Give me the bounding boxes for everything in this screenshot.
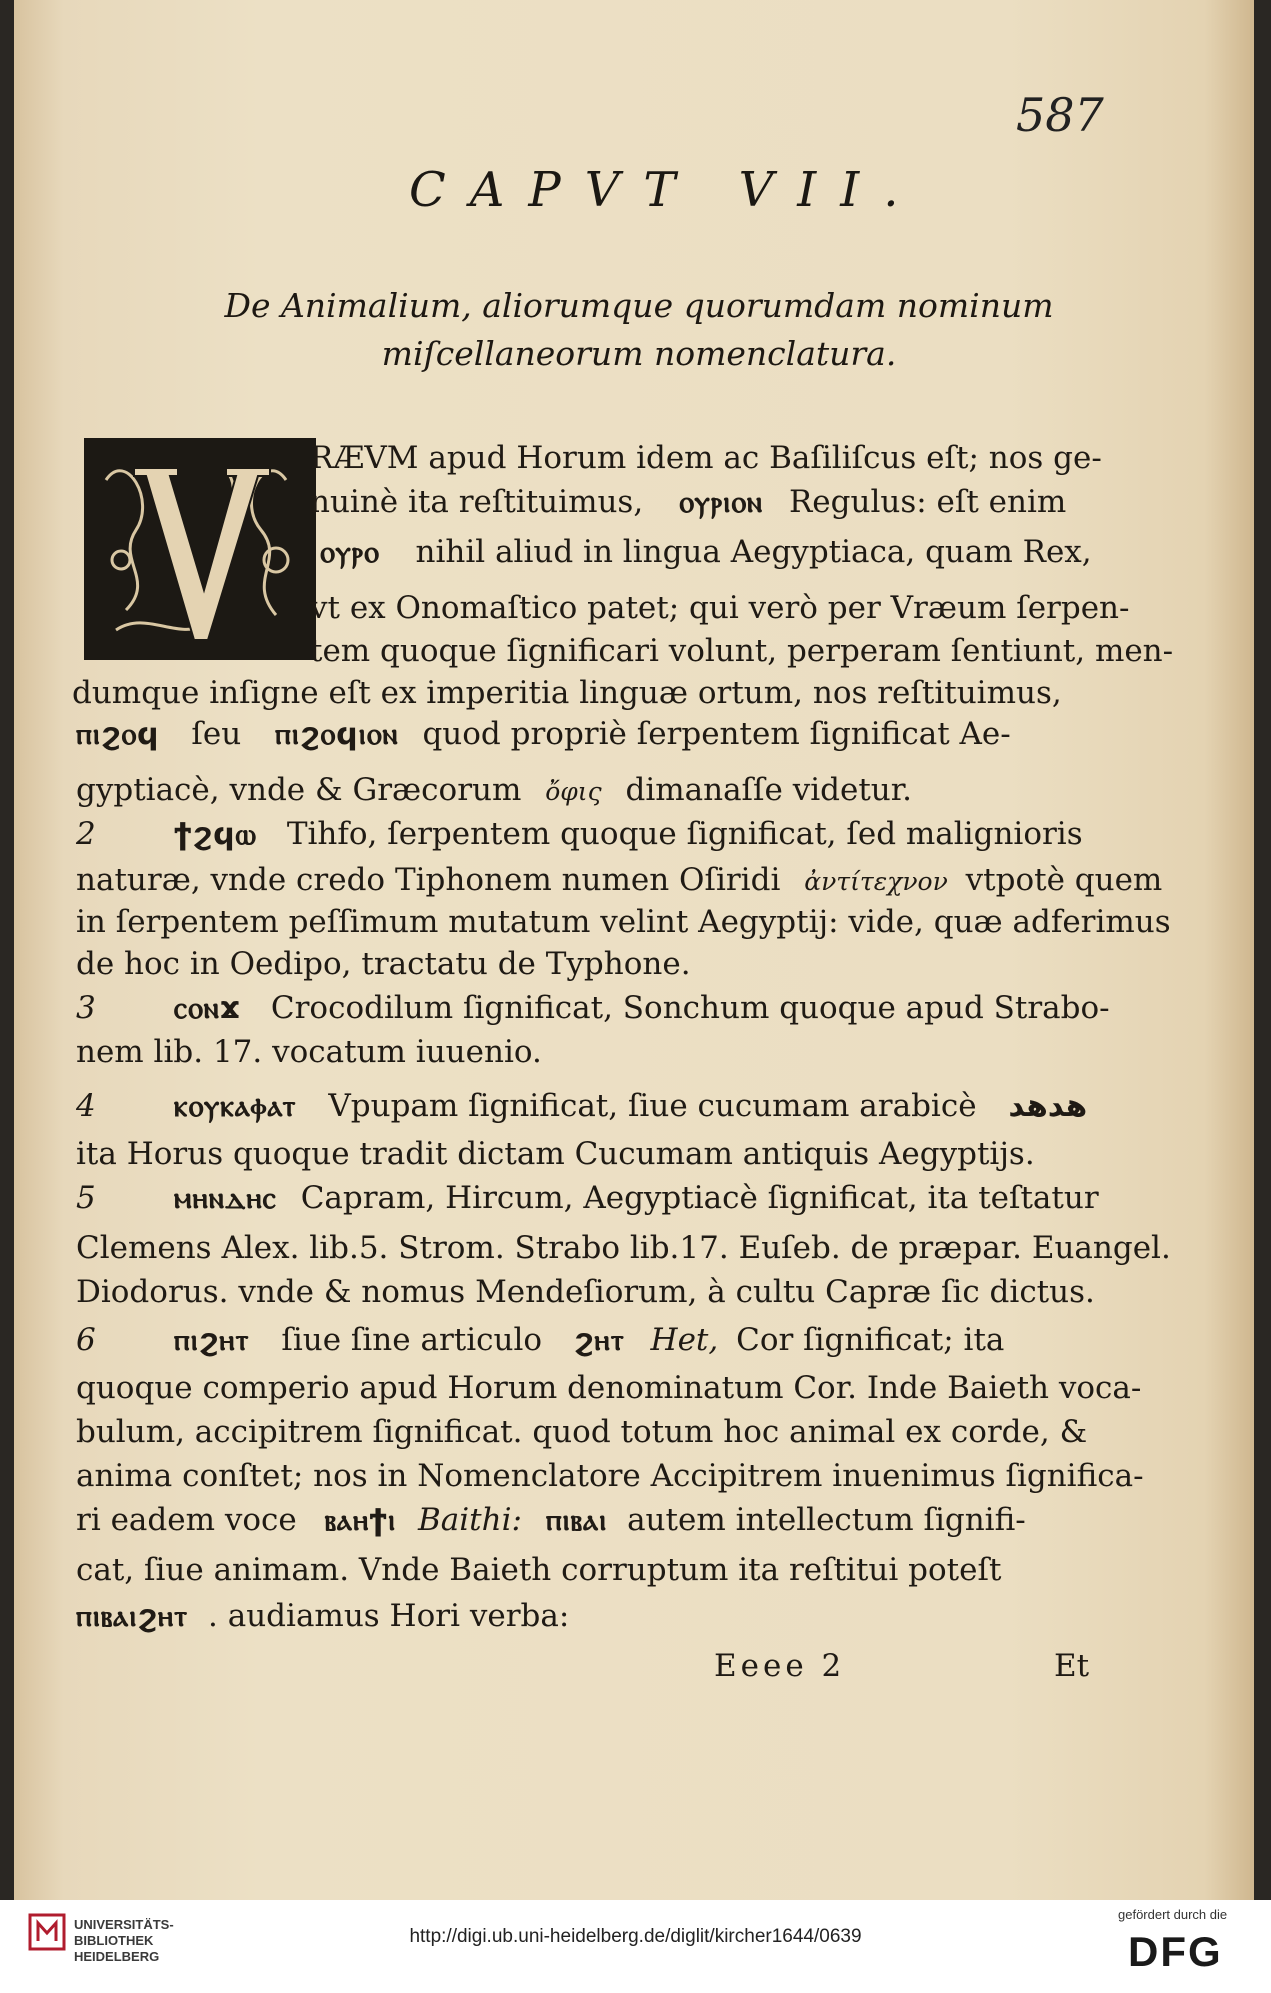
paragraph-number: 6	[76, 1322, 96, 1358]
text-line-16: ita Horus quoque tradit dictam Cucumam antiquis Aegyptijs.	[76, 1136, 1035, 1172]
text-line-25: cat, ſiue animam. Vnde Baieth corruptum ita reſtitui poteſt	[76, 1552, 1002, 1588]
library-name-line: BIBLIOTHEK	[74, 1933, 154, 1948]
text-span: Cor ſignificat; ita	[736, 1322, 1005, 1358]
text-span: ri eadem voce	[76, 1502, 297, 1538]
text-line-22: bulum, accipitrem ſignificat. quod totum hoc animal ex corde, &	[76, 1414, 1088, 1450]
chapter-subtitle	[174, 282, 1104, 378]
dfg-logo[interactable]: DFG	[1128, 1928, 1223, 1975]
text-line-7	[76, 716, 1011, 752]
text-line-15	[76, 1088, 1087, 1124]
coptic-word: ⲥⲟⲛϫ	[173, 991, 242, 1026]
coptic-word: ⲡⲓϩⲟϥⲓⲟⲛ	[275, 717, 399, 752]
coptic-word: ⲕⲟⲩⲕⲁⲫⲁⲧ	[173, 1089, 297, 1124]
text-span: quod propriè ſerpentem ſignificat Ae-	[422, 716, 1011, 752]
decorated-initial-v-icon	[84, 438, 316, 660]
coptic-word: ⲡⲓⲃⲁⲓ	[545, 1503, 608, 1538]
funding-note: gefördert durch die	[1118, 1907, 1228, 1922]
text-line-17	[76, 1180, 1099, 1216]
coptic-word: ⲡⲓϩⲏⲧ	[173, 1323, 250, 1358]
coptic-word: ⲃⲁⲏϯⲓ	[324, 1503, 397, 1538]
permalink-url[interactable]: http://digi.ub.uni-heidelberg.de/diglit/kircher1644/0639	[409, 1926, 862, 1947]
text-line-18: Clemens Alex. lib.5. Strom. Strabo lib.17. Euſeb. de præpar. Euangel.	[76, 1230, 1171, 1266]
text-span: vtpotè quem	[965, 862, 1163, 898]
text-span: Tihfo, ſerpentem quoque ſignificat, ſed malignioris	[286, 816, 1083, 852]
text-line-9	[76, 816, 1083, 852]
paragraph-number: 5	[76, 1180, 96, 1216]
greek-word: ἀντίτεχνον	[804, 867, 948, 896]
paragraph-number: 2	[76, 816, 96, 852]
text-line-2	[310, 484, 1066, 520]
chapter-heading: CAPVT VII.	[409, 162, 923, 218]
coptic-word: ϯϩϥⲱ	[173, 817, 257, 852]
text-span: . audiamus Hori verba:	[208, 1598, 570, 1634]
coptic-word: ⲟⲩⲣⲟ	[320, 535, 380, 570]
text-line-12: de hoc in Oedipo, tractatu de Typhone.	[76, 946, 691, 982]
text-span: ſiue ſine articulo	[281, 1322, 543, 1358]
text-line-23: anima conſtet; nos in Nomenclatore Accipitrem inuenimus ſignifica-	[76, 1458, 1144, 1494]
text-span: Vpupam ſignificat, ſiue cucumam arabicè	[328, 1088, 977, 1124]
catchword: Et	[1054, 1648, 1090, 1684]
subtitle-line-2: miſcellaneorum nomenclatura.	[381, 334, 897, 373]
text-line-24	[76, 1502, 1026, 1538]
text-span: gyptiacè, vnde & Græcorum	[76, 772, 522, 808]
coptic-word: ⲡⲓϩⲟϥ	[76, 717, 160, 752]
text-line-10	[76, 862, 1162, 898]
text-span: ſeu	[191, 716, 242, 752]
coptic-word: ⲡⲓⲃⲁⲓϩⲏⲧ	[76, 1599, 189, 1634]
library-name-line: HEIDELBERG	[74, 1949, 160, 1964]
coptic-word: ⲟⲩⲣⲓⲟⲛ	[679, 485, 764, 520]
text-span: nuinè ita reſtituimus,	[310, 484, 644, 520]
text-span: nihil aliud in lingua Aegyptiaca, quam Rex,	[415, 534, 1092, 570]
text-span: autem intellectum ſignifi-	[627, 1502, 1026, 1538]
text-span: Crocodilum ſignificat, Sonchum quoque apud Strabo-	[270, 990, 1110, 1026]
paragraph-number: 3	[76, 990, 96, 1026]
text-line-11: in ſerpentem peſſimum mutatum velint Aegyptij: vide, quæ adferimus	[76, 904, 1171, 940]
text-line-5: tem quoque ſignificari volunt, perperam ſentiunt, men-	[310, 633, 1174, 669]
paragraph-number: 4	[76, 1088, 96, 1124]
text-line-1: RÆVM apud Horum idem ac Baſiliſcus eſt; nos ge-	[310, 440, 1102, 476]
greek-word: ὄφις	[545, 777, 602, 806]
text-span: dimanaſſe videtur.	[625, 772, 913, 808]
text-line-14: nem lib. 17. vocatum iuuenio.	[76, 1034, 542, 1070]
italic-word: Het,	[650, 1322, 719, 1358]
subtitle-line-1: De Animalium, aliorumque quorumdam nominum	[224, 286, 1054, 325]
arabic-word: هدهد	[1008, 1088, 1088, 1124]
text-line-8	[76, 772, 912, 808]
text-line-26	[76, 1598, 569, 1634]
text-line-4: vt ex Onomaſtico patet; qui verò per Vræum ſerpen-	[310, 590, 1130, 626]
text-line-3	[320, 534, 1092, 570]
page-number: 587	[1016, 88, 1104, 142]
text-line-21: quoque comperio apud Horum denominatum Cor. Inde Baieth voca-	[76, 1370, 1142, 1406]
text-line-13	[76, 990, 1110, 1026]
book-page	[14, 0, 1254, 1900]
text-line-19: Diodorus. vnde & nomus Mendeſiorum, à cultu Capræ ſic dictus.	[76, 1274, 1095, 1310]
text-line-6: dumque inſigne eſt ex imperitia linguæ ortum, nos reſtituimus,	[72, 675, 1062, 711]
coptic-word: ϩⲏⲧ	[573, 1323, 625, 1358]
text-span: Capram, Hircum, Aegyptiacè ſignificat, ita teſtatur	[300, 1180, 1099, 1216]
signature-mark: Eeee 2	[714, 1648, 846, 1684]
coptic-word: ⲙⲏⲛⲇⲏⲥ	[173, 1181, 277, 1216]
text-span: Regulus: eſt enim	[788, 484, 1067, 520]
italic-word: Baithi:	[417, 1502, 522, 1538]
text-line-20	[76, 1322, 1004, 1358]
text-span: naturæ, vnde credo Tiphonem numen Oſiridi	[76, 862, 781, 898]
library-name-line: UNIVERSITÄTS-	[74, 1917, 174, 1932]
